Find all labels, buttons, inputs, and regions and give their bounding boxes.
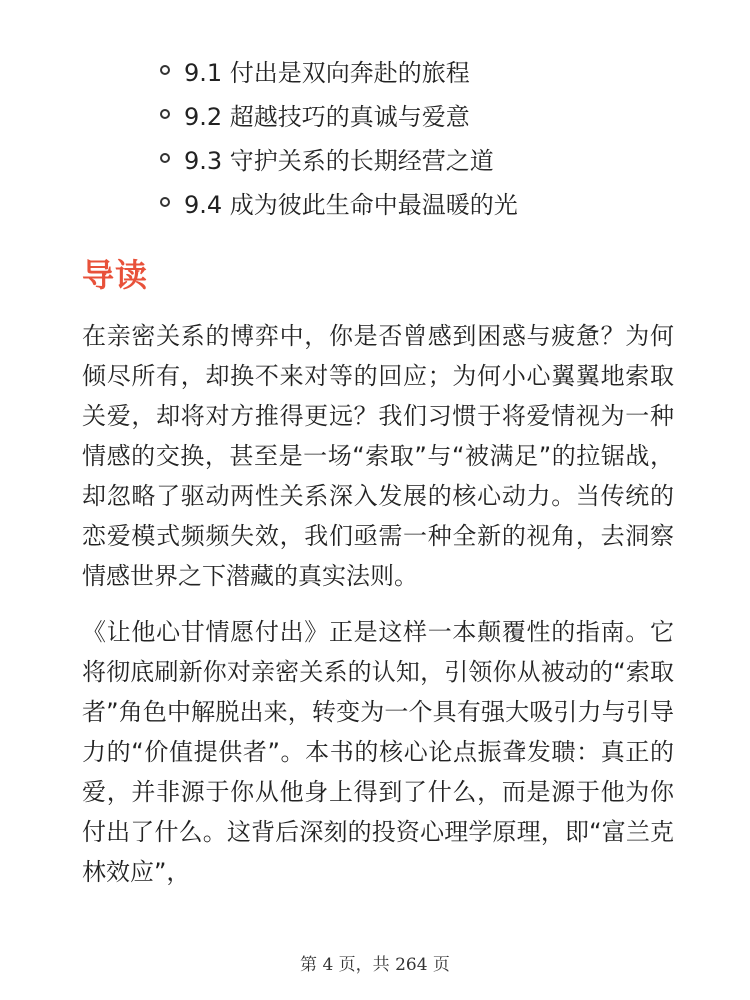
- body-text: [82, 316, 674, 908]
- circle-bullet-icon: [160, 65, 170, 75]
- toc-item[interactable]: [160, 136, 518, 180]
- circle-bullet-icon: [160, 153, 170, 163]
- toc-item-label: 9.3 守护关系的长期经营之道: [184, 146, 494, 175]
- toc-item-label: 9.1 付出是双向奔赴的旅程: [184, 58, 470, 87]
- section-heading: 导读: [82, 256, 149, 294]
- toc-item-label: 9.2 超越技巧的真诚与爱意: [184, 102, 470, 131]
- paragraph: 《让他心甘情愿付出》正是这样一本颠覆性的指南。它将彻底刷新你对亲密关系的认知，引领你从被动的“索取者”角色中解脱出来，转变为一个具有强大吸引力与引导力的“价值提供者”。本书的核心论点振聋发聩：真正的爱，并非源于你从他身上得到了什么，而是源于他为你付出了什么。这背后深刻的投资心理学原理，即“富兰克林效应”，: [82, 618, 674, 886]
- toc-item[interactable]: [160, 92, 518, 136]
- page-number: 第 4 页，共 264 页: [300, 955, 450, 975]
- toc-item-label: 9.4 成为彼此生命中最温暖的光: [184, 190, 518, 219]
- paragraph: 在亲密关系的博弈中，你是否曾感到困惑与疲惫？为何倾尽所有，却换不来对等的回应；为何小心翼翼地索取关爱，却将对方推得更远？我们习惯于将爱情视为一种情感的交换，甚至是一场“索取”与“被满足”的拉锯战，却忽略了驱动两性关系深入发展的核心动力。当传统的恋爱模式频频失效，我们亟需一种全新的视角，去洞察情感世界之下潜藏的真实法则。: [82, 322, 674, 590]
- toc-item[interactable]: [160, 48, 518, 92]
- toc-item[interactable]: [160, 180, 518, 224]
- circle-bullet-icon: [160, 109, 170, 119]
- table-of-contents: [160, 48, 518, 224]
- circle-bullet-icon: [160, 197, 170, 207]
